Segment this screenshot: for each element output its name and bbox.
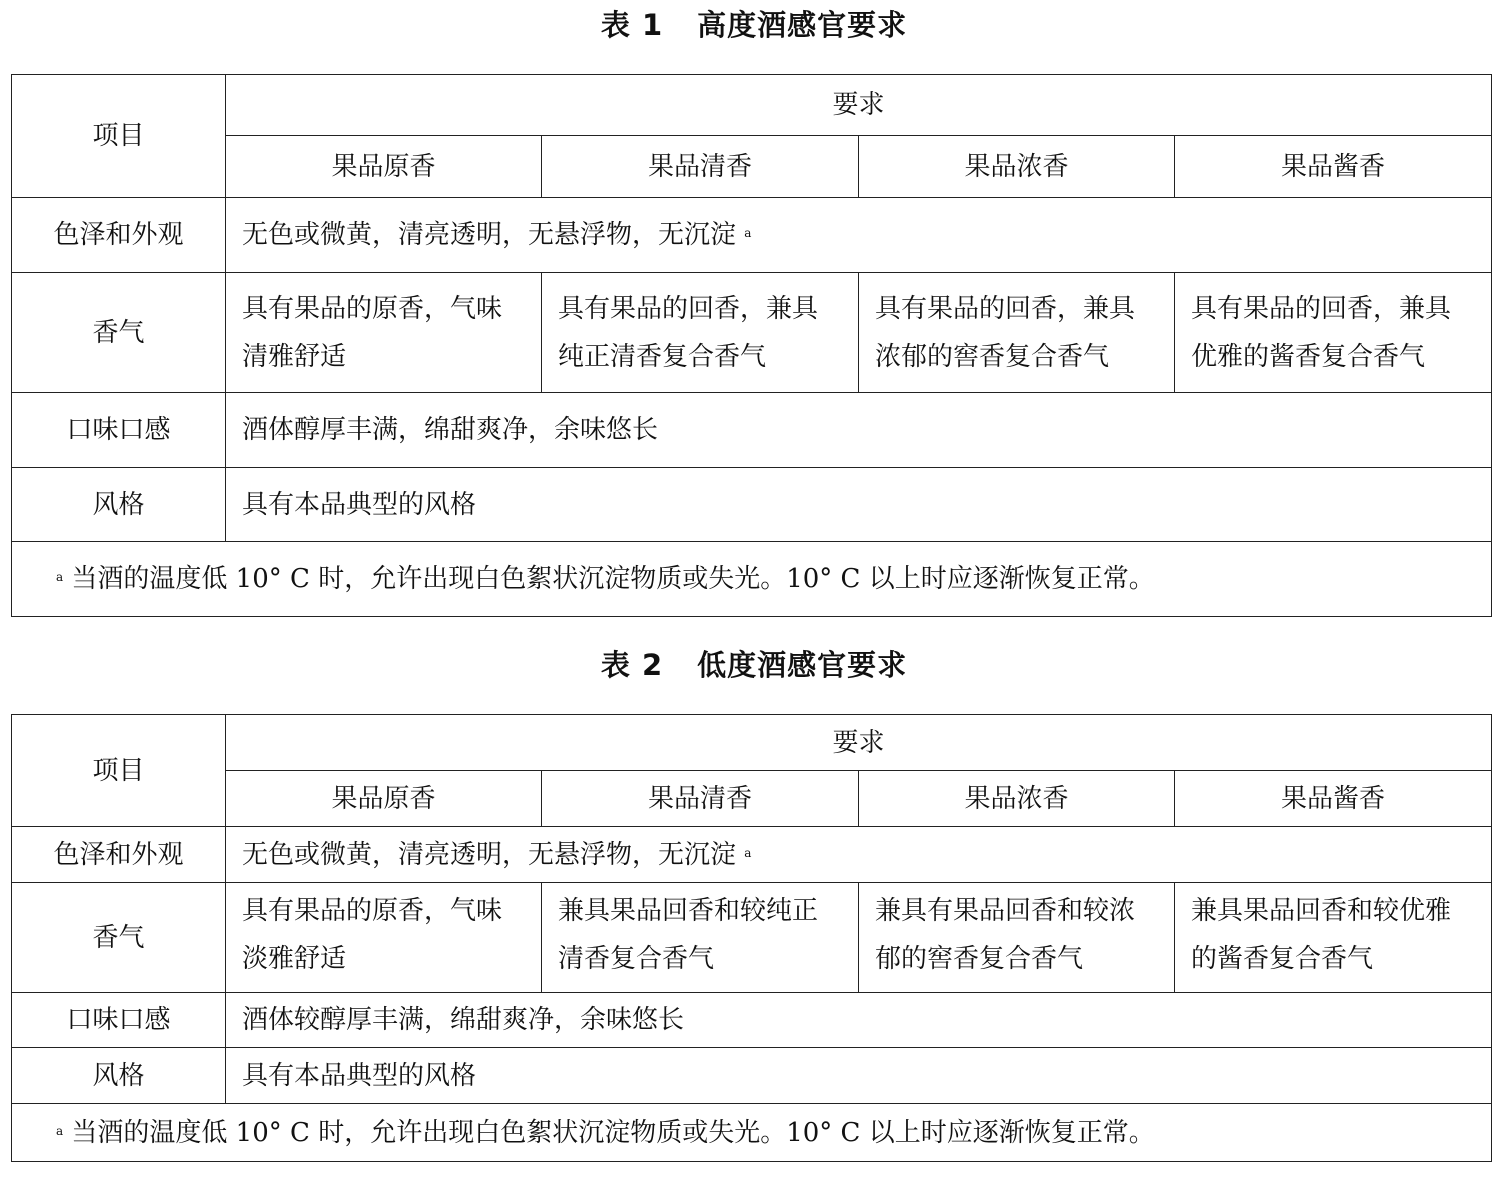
table2-col-yuanxiang: 果品原香 bbox=[226, 771, 542, 827]
table1-label-style: 风格 bbox=[12, 468, 226, 542]
table2-aroma-yuanxiang: 具有果品的原香，气味淡雅舒适 bbox=[226, 883, 542, 993]
table1 bbox=[11, 74, 1492, 617]
table2-label-color: 色泽和外观 bbox=[12, 827, 226, 883]
table2-aroma-qingxiang: 兼具果品回香和较纯正清香复合香气 bbox=[542, 883, 859, 993]
table1-value-color-mark: a bbox=[744, 226, 752, 240]
table2-col-jiangxiang: 果品酱香 bbox=[1175, 771, 1492, 827]
table1-label-taste: 口味口感 bbox=[12, 393, 226, 468]
table1-value-color-text: 无色或微黄，清亮透明，无悬浮物，无沉淀 bbox=[242, 220, 737, 250]
table1-col-yuanxiang: 果品原香 bbox=[226, 136, 542, 198]
table1-footnote bbox=[12, 542, 1492, 617]
table2-value-color bbox=[226, 827, 1492, 883]
table2-aroma-nongxiang: 兼具有果品回香和较浓郁的窖香复合香气 bbox=[859, 883, 1175, 993]
table2-aroma-jiangxiang: 兼具果品回香和较优雅的酱香复合香气 bbox=[1175, 883, 1492, 993]
table2-caption-title: 低度酒感官要求 bbox=[697, 648, 908, 682]
table1-aroma-yuanxiang: 具有果品的原香，气味清雅舒适 bbox=[226, 273, 542, 393]
table1-value-color bbox=[226, 198, 1492, 273]
table1-col-nongxiang: 果品浓香 bbox=[859, 136, 1175, 198]
table2 bbox=[11, 714, 1492, 1162]
table1-value-style: 具有本品典型的风格 bbox=[226, 468, 1492, 542]
table1-caption-number: 表 1 bbox=[600, 8, 664, 42]
table1-aroma-jiangxiang: 具有果品的回香，兼具优雅的酱香复合香气 bbox=[1175, 273, 1492, 393]
table2-caption-number: 表 2 bbox=[600, 648, 664, 682]
table2-footnote-text: 当酒的温度低 10° C 时，允许出现白色絮状沉淀物质或失光。10° C 以上时应逐渐恢复正常。 bbox=[71, 1117, 1155, 1148]
table1-col-jiangxiang: 果品酱香 bbox=[1175, 136, 1492, 198]
table2-header-requirement: 要求 bbox=[226, 715, 1492, 771]
table1-label-color: 色泽和外观 bbox=[12, 198, 226, 273]
table2-value-color-mark: a bbox=[744, 845, 752, 860]
table1-col-qingxiang: 果品清香 bbox=[542, 136, 859, 198]
table1-aroma-nongxiang: 具有果品的回香，兼具浓郁的窖香复合香气 bbox=[859, 273, 1175, 393]
table1-value-taste: 酒体醇厚丰满，绵甜爽净，余味悠长 bbox=[226, 393, 1492, 468]
table1-header-requirement: 要求 bbox=[226, 75, 1492, 136]
table1-header-item: 项目 bbox=[12, 75, 226, 198]
table2-header-item: 项目 bbox=[12, 715, 226, 827]
table2-value-style: 具有本品典型的风格 bbox=[226, 1048, 1492, 1104]
table1-footnote-mark: a bbox=[56, 570, 64, 584]
table2-value-taste: 酒体较醇厚丰满，绵甜爽净，余味悠长 bbox=[226, 993, 1492, 1048]
table2-footnote-mark: a bbox=[56, 1123, 64, 1138]
table2-col-nongxiang: 果品浓香 bbox=[859, 771, 1175, 827]
table1-aroma-qingxiang: 具有果品的回香，兼具纯正清香复合香气 bbox=[542, 273, 859, 393]
table2-label-taste: 口味口感 bbox=[12, 993, 226, 1048]
table1-footnote-text: 当酒的温度低 10° C 时，允许出现白色絮状沉淀物质或失光。10° C 以上时应逐渐恢复正常。 bbox=[71, 564, 1155, 594]
table1-label-aroma: 香气 bbox=[12, 273, 226, 393]
table1-caption bbox=[0, 5, 1508, 45]
table1-caption-title: 高度酒感官要求 bbox=[697, 8, 908, 42]
table2-label-aroma: 香气 bbox=[12, 883, 226, 993]
table2-caption bbox=[0, 645, 1508, 685]
table2-footnote bbox=[12, 1104, 1492, 1162]
table2-value-color-text: 无色或微黄，清亮透明，无悬浮物，无沉淀 bbox=[242, 839, 737, 870]
table2-col-qingxiang: 果品清香 bbox=[542, 771, 859, 827]
table2-label-style: 风格 bbox=[12, 1048, 226, 1104]
